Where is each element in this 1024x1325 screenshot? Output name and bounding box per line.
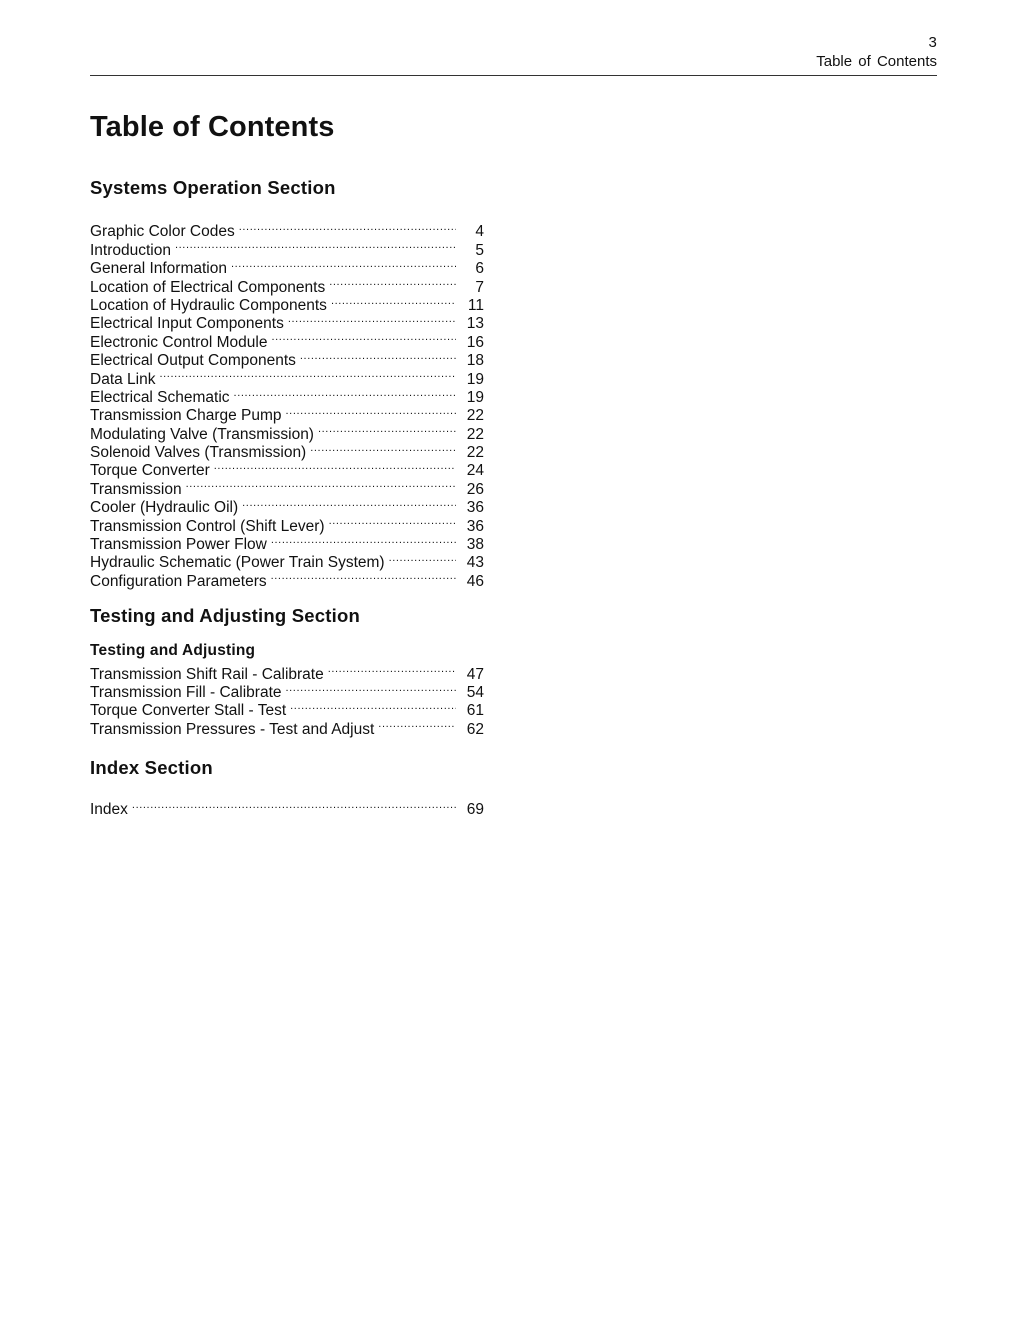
dot-leader xyxy=(159,365,456,383)
dot-leader xyxy=(288,310,456,328)
subsection-title-testing-adjusting: Testing and Adjusting xyxy=(90,641,256,659)
toc-entry-label: Transmission Shift Rail - Calibrate xyxy=(90,665,324,683)
toc-entry-page-number: 47 xyxy=(466,665,484,683)
toc-entry-label: Hydraulic Schematic (Power Train System) xyxy=(90,554,385,572)
dot-leader xyxy=(271,328,456,346)
toc-entry[interactable] xyxy=(90,796,484,819)
toc-entries-testing-adjusting xyxy=(90,660,484,738)
toc-entry-label: General Information xyxy=(90,260,227,278)
dot-leader xyxy=(186,475,456,493)
toc-entry-page-number: 22 xyxy=(466,444,484,462)
toc-entry-page-number: 5 xyxy=(475,241,484,259)
toc-entry-label: Transmission Pressures - Test and Adjust xyxy=(90,720,375,738)
document-title: Table of Contents xyxy=(90,111,335,143)
toc-entry-label: Modulating Valve (Transmission) xyxy=(90,425,314,443)
running-title: Table of Contents xyxy=(816,53,937,70)
toc-entry-label: Torque Converter Stall - Test xyxy=(90,702,287,720)
toc-entry-page-number: 16 xyxy=(466,333,484,351)
dot-leader xyxy=(231,255,456,273)
toc-entry-page-number: 19 xyxy=(466,388,484,406)
toc-entry-page-number: 38 xyxy=(466,536,484,554)
toc-entry-label: Electrical Output Components xyxy=(90,352,296,370)
dot-leader xyxy=(318,420,456,438)
toc-entry-label: Introduction xyxy=(90,241,171,259)
toc-entry-label: Location of Electrical Components xyxy=(90,278,326,296)
toc-entry-label: Electronic Control Module xyxy=(90,333,268,351)
table-of-contents xyxy=(90,108,484,819)
toc-entry-label: Transmission Power Flow xyxy=(90,536,267,554)
dot-leader xyxy=(290,697,456,715)
toc-entry-label: Transmission Charge Pump xyxy=(90,407,282,425)
toc-entry-page-number: 13 xyxy=(466,315,484,333)
toc-entry-label: Location of Hydraulic Components xyxy=(90,296,327,314)
toc-entry-label: Configuration Parameters xyxy=(90,572,267,590)
toc-entry-label: Transmission Fill - Calibrate xyxy=(90,684,282,701)
section-title-testing-adjusting: Testing and Adjusting Section xyxy=(90,604,360,626)
toc-entry-page-number: 61 xyxy=(466,702,484,720)
dot-leader xyxy=(271,567,456,585)
toc-entry-page-number: 6 xyxy=(475,260,484,278)
toc-entry-label: Graphic Color Codes xyxy=(90,223,235,241)
dot-leader xyxy=(300,347,456,365)
section-title-index: Index Section xyxy=(90,756,213,778)
page-number: 3 xyxy=(928,34,937,51)
toc-list-testing-adjusting xyxy=(90,641,484,738)
toc-entry-label: Electrical Schematic xyxy=(90,388,230,406)
dot-leader xyxy=(329,512,456,530)
toc-entry-label: Transmission Control (Shift Lever) xyxy=(90,517,325,535)
toc-entry-label: Electrical Input Components xyxy=(90,315,284,333)
section-title-systems-operation: Systems Operation Section xyxy=(90,177,336,198)
toc-entry-page-number: 22 xyxy=(466,407,484,425)
toc-entry-label: Solenoid Valves (Transmission) xyxy=(90,444,307,462)
running-header xyxy=(90,34,937,76)
toc-entry-page-number: 11 xyxy=(467,296,484,314)
dot-leader xyxy=(271,531,456,549)
dot-leader xyxy=(132,796,456,814)
toc-entry-page-number: 62 xyxy=(466,720,484,738)
toc-entry-page-number: 18 xyxy=(466,352,484,370)
toc-entry-page-number: 4 xyxy=(475,223,484,241)
toc-entry-page-number: 43 xyxy=(466,554,484,572)
toc-entry-page-number: 36 xyxy=(466,517,484,535)
toc-entry-label: Data Link xyxy=(90,370,156,388)
toc-entry-page-number: 26 xyxy=(466,480,484,498)
toc-entry-label: Torque Converter xyxy=(90,462,210,480)
toc-entry-label: Index xyxy=(90,801,128,819)
dot-leader xyxy=(286,679,457,697)
toc-entry[interactable] xyxy=(90,218,484,241)
dot-leader xyxy=(239,218,456,236)
toc-entry-page-number: 54 xyxy=(466,684,484,701)
toc-entry-page-number: 22 xyxy=(466,425,484,443)
dot-leader xyxy=(378,715,456,733)
dot-leader xyxy=(242,494,456,512)
toc-entry-page-number: 7 xyxy=(475,278,484,296)
dot-leader xyxy=(286,402,456,420)
toc-list-systems-operation xyxy=(90,218,484,590)
toc-entry-page-number: 46 xyxy=(466,572,484,590)
dot-leader xyxy=(234,384,456,402)
toc-entry-page-number: 69 xyxy=(466,801,484,819)
toc-entry-label: Transmission xyxy=(90,480,182,498)
toc-list-index xyxy=(90,796,484,819)
toc-entry-page-number: 24 xyxy=(466,462,484,480)
toc-entry[interactable] xyxy=(90,660,484,683)
dot-leader xyxy=(389,549,456,567)
dot-leader xyxy=(175,236,456,254)
dot-leader xyxy=(329,273,456,291)
dot-leader xyxy=(331,292,456,310)
dot-leader xyxy=(310,439,456,457)
dot-leader xyxy=(214,457,456,475)
toc-entry-page-number: 36 xyxy=(466,499,484,517)
toc-entry-page-number: 19 xyxy=(466,370,484,388)
dot-leader xyxy=(328,660,456,678)
toc-entry-label: Cooler (Hydraulic Oil) xyxy=(90,499,239,517)
